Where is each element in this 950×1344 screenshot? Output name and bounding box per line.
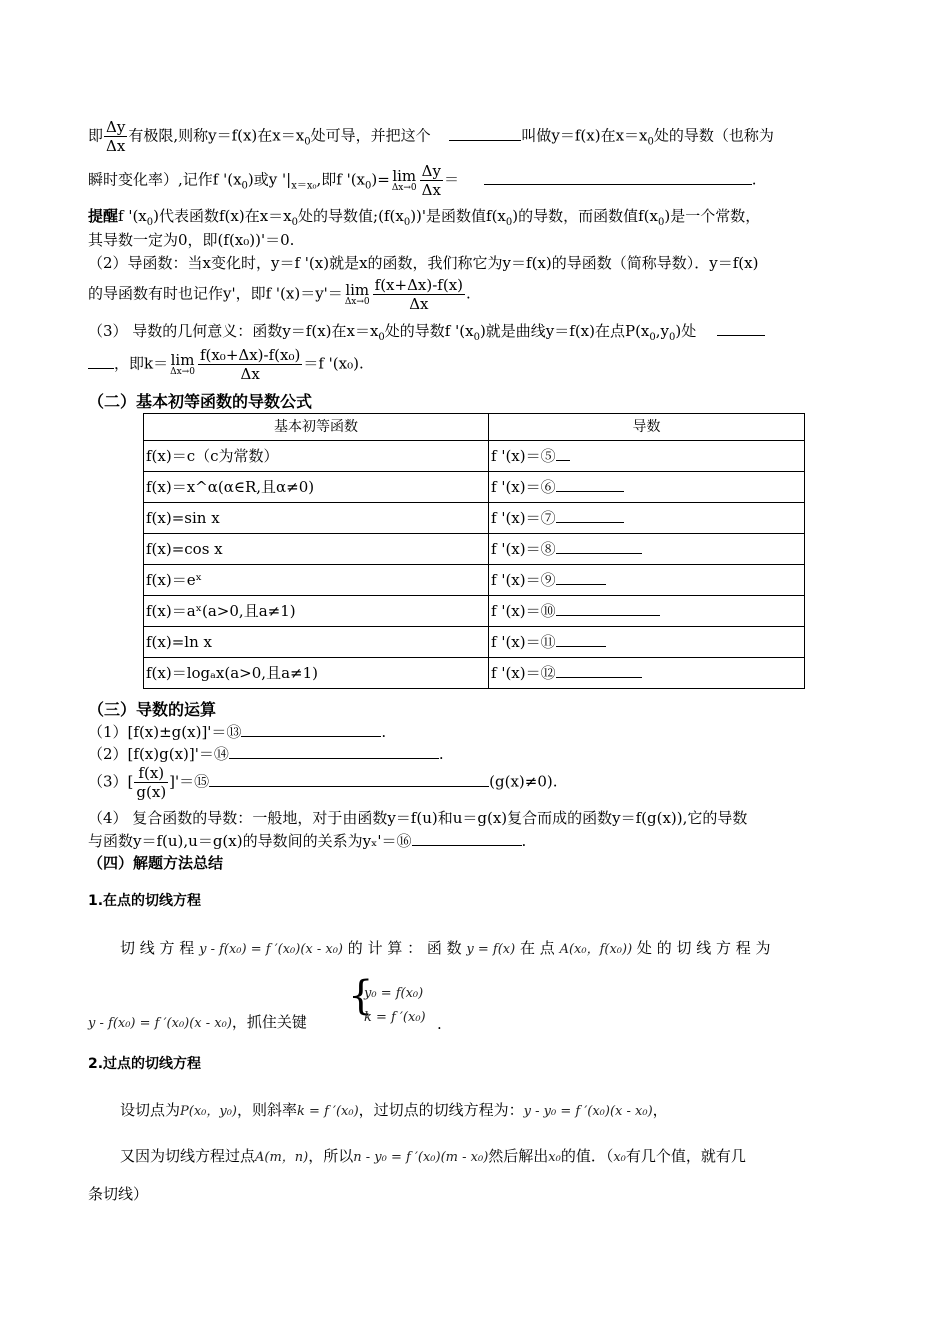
table-row [144, 534, 805, 565]
tangent-through-point-line-2 [120, 1146, 746, 1168]
derivative-cell [489, 565, 805, 596]
tip-label: 提醒 [88, 207, 119, 225]
limit [344, 280, 370, 307]
system-eq-2: k = f ′(x₀) [364, 1010, 426, 1025]
text: ，所以 [308, 1147, 354, 1165]
text: 处的导数值;(f(x [298, 207, 404, 225]
fill-blank [556, 539, 642, 554]
table-header-row [144, 414, 805, 441]
text: )= [371, 170, 390, 189]
text: 的 计 算 ： 函 数 [347, 939, 462, 957]
derivative-cell [489, 503, 805, 534]
text: f '(x [118, 207, 147, 225]
equation: y - f(x₀) = f ′(x₀)(x - x₀) [88, 1016, 232, 1031]
text: （2）[f(x)g(x)]'＝⑭ [88, 745, 229, 763]
text: ， [652, 1101, 668, 1119]
tangent-at-point-line-2 [88, 1012, 307, 1034]
text: ＝ [443, 170, 459, 189]
function-cell: f(x)=sin x [144, 503, 489, 534]
system-eq-1: y₀ = f(x₀) [364, 986, 424, 1001]
equation: y - y₀ = f ′(x₀)(x - x₀) [523, 1104, 653, 1119]
tip-line-2: 其导数一定为0，即(f(x₀))'＝0. [88, 231, 295, 249]
fraction [134, 764, 168, 801]
derivative-cell [489, 596, 805, 627]
table-row [144, 472, 805, 503]
derivative-definition-line-2: 瞬时变化率）,记作f '$(x_0)$或y '$|_{x=x_0}$,即f '$(x_0)= \lim$ Δx→0 $\frac{\Delta y}{\Delta x}$ ＝ . [88, 162, 757, 199]
derivative-cell [489, 627, 805, 658]
limit [391, 166, 417, 193]
equation: A(m，n) [255, 1150, 309, 1165]
lim-text: lim [345, 280, 370, 299]
text: (g(x)≠0). [489, 772, 558, 791]
text: )代表函数f(x)在x＝x [153, 207, 292, 225]
table-row [144, 658, 805, 689]
derivative-cell [489, 534, 805, 565]
table-row [144, 503, 805, 534]
text: ，即k＝ [114, 354, 169, 373]
text: f '(x)＝⑨ [491, 571, 556, 589]
numerator: f(x+Δx)-f(x) [374, 276, 464, 294]
text: ，则斜率 [237, 1101, 298, 1119]
fill-blank-13 [241, 722, 381, 737]
text: )的导数，而函数值f(x [512, 207, 658, 225]
derivative-cell [489, 658, 805, 689]
text: 瞬时变化率）,记作f '(x [88, 170, 242, 189]
derived-function-line-2 [88, 276, 471, 313]
fill-blank-1 [449, 126, 521, 141]
fill-blank-3-cont [88, 354, 114, 369]
text: 处 的 切 线 方 程 为 [636, 939, 771, 957]
text: )就是曲线y＝f(x)在点P(x [479, 322, 650, 340]
derived-function-line-1: （2）导函数：当x变化时，y＝f '(x)就是x的函数，我们称它为y＝f(x)的导函数（简称导数）．y＝f(x) [88, 254, 759, 272]
denominator: g(x) [136, 783, 167, 801]
text: . [381, 723, 387, 741]
text: f '(x)＝⑤ [491, 447, 556, 465]
equation: A(x₀，f(x₀)) [559, 942, 633, 957]
derivative-formula-table [143, 413, 805, 689]
lim-text: lim [170, 350, 195, 369]
rule-chain-line-1: （4） 复合函数的导数：一般地，对于由函数y＝f(u)和u＝g(x)复合而成的函数y＝f(g(x)),它的导数 [88, 809, 748, 827]
text: 切 线 方 程 [120, 939, 195, 957]
text: （1）[f(x)±g(x)]'＝⑬ [88, 723, 242, 741]
tangent-through-point-line-1 [120, 1100, 668, 1122]
section-3-title: （三）导数的运算 [88, 700, 217, 719]
lim-subscript: Δx→0 [170, 366, 195, 377]
text: 即 [88, 126, 104, 145]
text: f '(x)＝⑫ [491, 664, 556, 682]
system-brace: { [348, 973, 374, 1019]
equation: k = f ′(x₀) [297, 1104, 359, 1119]
denominator: Δx [409, 295, 429, 313]
equation: x₀ [548, 1150, 561, 1165]
fill-blank [556, 601, 660, 616]
subscript: x＝x₀ [291, 180, 317, 192]
fill-blank-16 [412, 831, 522, 846]
text: 的值．（ [560, 1147, 614, 1165]
text: 的导函数有时也记作y'，即f '(x)＝y'＝ [88, 284, 343, 303]
numerator: Δy [106, 118, 126, 136]
table-header-cell: 导数 [489, 414, 805, 441]
text: )处 [675, 322, 697, 340]
text: . [437, 1015, 442, 1033]
table-header-cell: 基本初等函数 [144, 414, 489, 441]
text: . [521, 832, 527, 850]
derivative-cell [489, 441, 805, 472]
text: （3）[ [88, 772, 134, 791]
text: （3） 导数的几何意义：函数y＝f(x)在x＝x [88, 322, 379, 340]
tangent-at-point-line-1 [120, 938, 771, 960]
derivative-definition-line-1: 即 $\frac{\Delta y}{\Delta x}$ 有极限,则称y＝f(x)在$x=x_0$处可导，并把这个 叫做y＝f(x)在$x=x_0$处的导数（也称为 [88, 118, 774, 155]
denominator: Δx [240, 365, 260, 383]
subsection-1-title: 1.在点的切线方程 [88, 893, 202, 909]
fraction-dy-dx [420, 162, 443, 199]
lim-text: lim [392, 166, 417, 185]
derivative-cell [489, 472, 805, 503]
numerator: f(x₀+Δx)-f(x₀) [199, 346, 301, 364]
rule-product [88, 744, 444, 764]
fill-blank [556, 446, 570, 461]
fill-blank [556, 508, 624, 523]
text: f '(x)＝⑪ [491, 633, 556, 651]
text: )是一个常数， [664, 207, 761, 225]
text: 在 点 [520, 939, 555, 957]
equation: y - f(x₀) = f ′(x₀)(x - x₀) [199, 942, 344, 957]
table-row [144, 565, 805, 596]
text: )或y '| [247, 170, 292, 189]
geometric-meaning-line-1: （3） 导数的几何意义：函数y＝f(x)在$x=x_0$处的导数f '$(x_0)$就是曲线y＝f(x)在点$P(x_0,y_0)$处 [88, 321, 765, 348]
rule-chain-line-2 [88, 831, 526, 851]
lim-subscript: Δx→0 [344, 296, 370, 307]
section-2-title: （二）基本初等函数的导数公式 [88, 392, 313, 411]
fill-blank [556, 570, 606, 585]
function-cell: f(x)＝x^α(α∈R,且α≠0) [144, 472, 489, 503]
fill-blank-3 [717, 321, 765, 336]
text: 有几个值，就有几 [625, 1147, 746, 1165]
fill-blank [556, 632, 606, 647]
text: f '(x)＝⑧ [491, 540, 556, 558]
table-row [144, 627, 805, 658]
fill-blank [556, 477, 624, 492]
equation: P(x₀，y₀) [180, 1104, 238, 1119]
text: f '(x)＝⑦ [491, 509, 556, 527]
fraction-dy-dx [104, 118, 127, 155]
text: 处的导数（也称为 [653, 126, 774, 145]
text: 然后解出 [488, 1147, 549, 1165]
text: ，过切点的切线方程为： [358, 1101, 524, 1119]
text: ，抓住关键 [231, 1013, 307, 1031]
fill-blank-14 [229, 744, 439, 759]
function-cell: f(x)＝eˣ [144, 565, 489, 596]
function-cell: f(x)＝aˣ(a>0,且a≠1) [144, 596, 489, 627]
text: f '(x)＝⑩ [491, 602, 556, 620]
text: 叫做y＝f(x)在x＝x [521, 126, 648, 145]
text: ,y [655, 322, 670, 340]
text: 设切点为 [120, 1101, 181, 1119]
text: . [438, 745, 444, 763]
equation: y = f(x) [466, 942, 516, 957]
denominator: Δx [106, 137, 126, 155]
equation: n - y₀ = f ′(x₀)(m - x₀) [353, 1150, 489, 1165]
function-cell: f(x)＝logₐx(a>0,且a≠1) [144, 658, 489, 689]
function-cell: f(x)=ln x [144, 627, 489, 658]
fraction [198, 346, 302, 383]
table-row [144, 596, 805, 627]
numerator: Δy [421, 162, 441, 180]
text: 与函数y＝f(u),u＝g(x)的导数间的关系为yₓ'＝⑯ [88, 832, 412, 850]
geometric-meaning-line-2 [88, 346, 364, 383]
text: 有极限,则称y＝f(x)在x＝x [128, 126, 305, 145]
tip-line-1: 提醒f '$(x_0)$代表函数f(x)在$x=x_0$处的导数值$;(f(x_0))'$是函数值$f(x_0)$的导数，而函数值$f(x_0)$是一个常数， [88, 207, 761, 228]
rule-quotient [88, 764, 558, 801]
section-4-title: （四）解题方法总结 [88, 854, 224, 872]
lim-subscript: Δx→0 [391, 182, 417, 193]
text: . [466, 284, 471, 303]
fraction [373, 276, 465, 313]
limit [170, 350, 195, 377]
denominator: Δx [421, 181, 441, 199]
table-row [144, 441, 805, 472]
fill-blank-2 [484, 170, 752, 185]
numerator: f(x) [134, 764, 168, 783]
fill-blank-15 [209, 772, 489, 787]
text: f '(x)＝⑥ [491, 478, 556, 496]
text: 又因为切线方程过点 [120, 1147, 256, 1165]
rule-sum [88, 722, 386, 742]
tangent-through-point-line-3: 条切线） [88, 1185, 149, 1203]
text: ]'＝⑮ [169, 772, 210, 791]
text: ))'是函数值f(x [410, 207, 506, 225]
equation: x₀ [613, 1150, 626, 1165]
subsection-2-title: 2.过点的切线方程 [88, 1056, 202, 1072]
fill-blank [556, 663, 642, 678]
text: 处的导数f '(x [384, 322, 474, 340]
text: ＝f '(x₀). [303, 354, 364, 373]
text: ,即f '(x [316, 170, 366, 189]
function-cell: f(x)＝c（c为常数） [144, 441, 489, 472]
function-cell: f(x)=cos x [144, 534, 489, 565]
text: 处可导，并把这个 [310, 126, 431, 145]
